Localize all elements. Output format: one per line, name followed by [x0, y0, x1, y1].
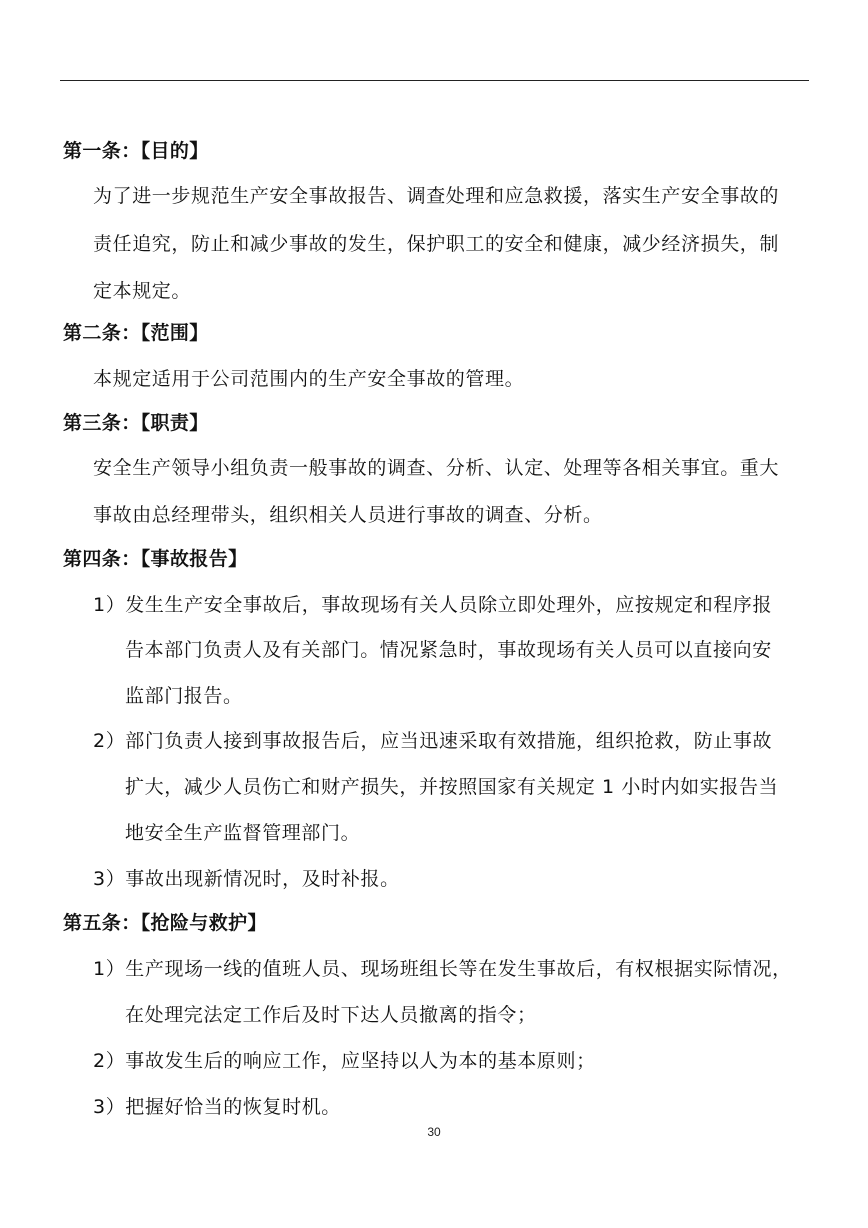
- article-5-item-1-line-2: 在处理完法定工作后及时下达人员撤离的指令；: [125, 1004, 537, 1026]
- article-4-item-2-line-2: 扩大，减少人员伤亡和财产损失，并按照国家有关规定 1 小时内如实报告当: [125, 776, 779, 798]
- article-2-heading: 第二条：【范围】: [63, 322, 209, 344]
- article-1-heading: 第一条：【目的】: [63, 140, 209, 162]
- article-5-item-2-line-1: 2）事故发生后的响应工作，应坚持以人为本的基本原则；: [93, 1050, 596, 1072]
- article-3-line-2: 事故由总经理带头，组织相关人员进行事故的调查、分析。: [93, 504, 603, 526]
- article-1-line-3: 定本规定。: [93, 280, 192, 302]
- article-3-heading: 第三条：【职责】: [63, 412, 209, 434]
- article-3-line-1: 安全生产领导小组负责一般事故的调查、分析、认定、处理等各相关事宜。重大: [93, 457, 780, 479]
- article-4-item-3-line-1: 3）事故出现新情况时，及时补报。: [93, 868, 400, 890]
- article-4-item-1-line-3: 监部门报告。: [125, 685, 243, 707]
- article-1-line-1: 为了进一步规范生产安全事故报告、调查处理和应急救援，落实生产安全事故的: [93, 185, 780, 207]
- article-2-line-1: 本规定适用于公司范围内的生产安全事故的管理。: [93, 368, 525, 390]
- article-1-line-2: 责任追究，防止和减少事故的发生，保护职工的安全和健康，减少经济损失，制: [93, 233, 780, 255]
- article-5-heading: 第五条：【抢险与救护】: [63, 912, 267, 934]
- article-4-item-1-line-2: 告本部门负责人及有关部门。情况紧急时，事故现场有关人员可以直接向安: [125, 639, 772, 661]
- article-4-item-1-line-1: 1）发生生产安全事故后，事故现场有关人员除立即处理外，应按规定和程序报: [93, 594, 773, 616]
- article-5-item-1-line-1: 1）生产现场一线的值班人员、现场班组长等在发生事故后，有权根据实际情况，: [93, 958, 792, 980]
- article-4-heading: 第四条：【事故报告】: [63, 548, 248, 570]
- article-4-item-2-line-1: 2）部门负责人接到事故报告后，应当迅速采取有效措施，组织抢救，防止事故: [93, 730, 773, 752]
- article-4-item-2-line-3: 地安全生产监督管理部门。: [125, 822, 361, 844]
- header-rule: [60, 80, 809, 81]
- page-number: 30: [427, 1125, 441, 1139]
- article-5-item-3-line-1: 3）把握好恰当的恢复时机。: [93, 1096, 341, 1118]
